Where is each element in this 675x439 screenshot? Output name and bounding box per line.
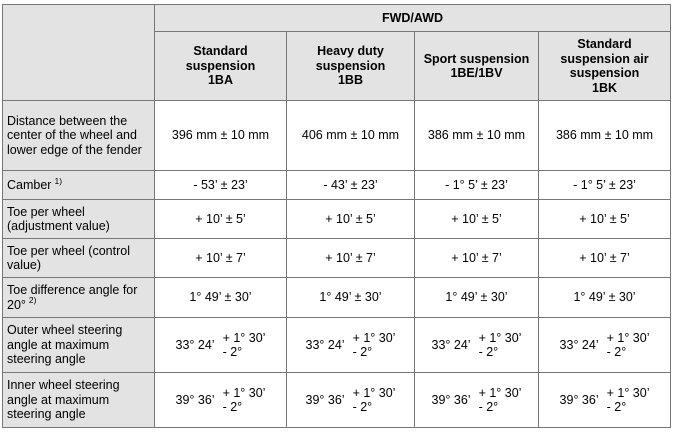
tolerance-plus: + 1° 30’ — [478, 331, 522, 345]
table-cell: + 10’ ± 7’ — [155, 239, 287, 278]
row-label — [3, 373, 155, 428]
column-header-label: Standard suspension — [185, 44, 256, 73]
table-cell: 1° 49’ ± 30’ — [155, 278, 287, 318]
column-header-code: 1BB — [337, 73, 363, 88]
table-cell — [155, 318, 287, 373]
table-cell: + 10’ ± 5’ — [415, 200, 539, 239]
group-header-row — [3, 5, 671, 32]
row-label — [3, 318, 155, 373]
row-label — [3, 200, 155, 239]
row-label-text: Toe per wheel (adjustment value) — [7, 204, 110, 233]
corner-cell — [3, 5, 155, 101]
tolerance-plus: + 1° 30’ — [352, 331, 396, 345]
row-label — [3, 278, 155, 318]
table-cell — [287, 373, 415, 428]
table-cell: 1° 49’ ± 30’ — [287, 278, 415, 318]
table-row — [3, 101, 671, 171]
angle-base: 33° 24’ — [305, 337, 345, 352]
tolerance-minus: - 2° — [478, 345, 499, 359]
tolerance-minus: - 2° — [478, 400, 499, 414]
tolerance-plus: + 1° 30’ — [352, 386, 396, 400]
angle-base: 33° 24’ — [559, 337, 599, 352]
table-cell: + 10’ ± 7’ — [287, 239, 415, 278]
column-header — [287, 32, 415, 101]
wheel-alignment-spec-table — [2, 4, 671, 428]
row-label-text: Camber — [7, 177, 52, 192]
tolerance-plus: + 1° 30’ — [606, 331, 650, 345]
group-header: FWD/AWD — [155, 5, 671, 32]
row-label — [3, 101, 155, 171]
table-row — [3, 318, 671, 373]
table-cell — [415, 318, 539, 373]
tolerance-minus: - 2° — [222, 345, 243, 359]
angle-base: 39° 36’ — [559, 392, 599, 407]
tolerance-minus: - 2° — [222, 400, 243, 414]
column-header-label: Standard suspension air suspension — [560, 37, 649, 80]
tolerance-minus: - 2° — [352, 400, 373, 414]
table-cell: 1° 49’ ± 30’ — [539, 278, 671, 318]
row-label-text: Toe difference angle for 20° — [7, 283, 138, 312]
tolerance-plus: + 1° 30’ — [222, 386, 266, 400]
table-cell — [155, 373, 287, 428]
angle-base: 39° 36’ — [175, 392, 215, 407]
tolerance-plus: + 1° 30’ — [478, 386, 522, 400]
footnote-marker: 2) — [28, 295, 37, 306]
table-cell — [415, 373, 539, 428]
table-row — [3, 171, 671, 200]
table-cell: - 53’ ± 23’ — [155, 171, 287, 200]
column-header — [155, 32, 287, 101]
column-header-code: 1BK — [592, 80, 618, 95]
column-header-code: 1BE/1BV — [450, 66, 503, 80]
table-cell: - 43’ ± 23’ — [287, 171, 415, 200]
row-label-text: Outer wheel steering angle at maximum steering angle — [7, 323, 123, 367]
tolerance-minus: - 2° — [352, 345, 373, 359]
row-label — [3, 171, 155, 200]
table-cell: + 10’ ± 5’ — [539, 200, 671, 239]
table-cell: + 10’ ± 5’ — [155, 200, 287, 239]
table-cell: - 1° 5’ ± 23’ — [539, 171, 671, 200]
table-cell: + 10’ ± 7’ — [539, 239, 671, 278]
column-header — [539, 32, 671, 101]
row-label-text: Inner wheel steering angle at maximum steering angle — [7, 378, 120, 422]
table-cell — [287, 318, 415, 373]
row-label — [3, 239, 155, 278]
table-row — [3, 278, 671, 318]
table-cell — [539, 373, 671, 428]
table-cell — [539, 318, 671, 373]
table-row — [3, 200, 671, 239]
table-cell: 396 mm ± 10 mm — [155, 101, 287, 171]
angle-base: 39° 36’ — [431, 392, 471, 407]
row-label-text: Distance between the center of the wheel and lower edge of the fender — [7, 113, 142, 157]
tolerance-minus: - 2° — [606, 400, 627, 414]
angle-base: 33° 24’ — [175, 337, 215, 352]
table-cell: 406 mm ± 10 mm — [287, 101, 415, 171]
table-cell: 386 mm ± 10 mm — [415, 101, 539, 171]
angle-base: 39° 36’ — [305, 392, 345, 407]
angle-base: 33° 24’ — [431, 337, 471, 352]
tolerance-plus: + 1° 30’ — [222, 331, 266, 345]
table-row — [3, 373, 671, 428]
tolerance-minus: - 2° — [606, 345, 627, 359]
table-cell: + 10’ ± 5’ — [287, 200, 415, 239]
table-cell: 1° 49’ ± 30’ — [415, 278, 539, 318]
table-cell: 386 mm ± 10 mm — [539, 101, 671, 171]
column-header-code: 1BA — [207, 73, 233, 88]
row-label-text: Toe per wheel (control value) — [7, 243, 130, 272]
footnote-marker: 1) — [54, 175, 63, 186]
column-header-label: Sport suspension — [423, 51, 530, 66]
table-cell: + 10’ ± 7’ — [415, 239, 539, 278]
table-row — [3, 239, 671, 278]
tolerance-plus: + 1° 30’ — [606, 386, 650, 400]
column-header-label: Heavy duty suspension — [315, 44, 386, 73]
table-cell: - 1° 5’ ± 23’ — [415, 171, 539, 200]
column-header — [415, 32, 539, 101]
